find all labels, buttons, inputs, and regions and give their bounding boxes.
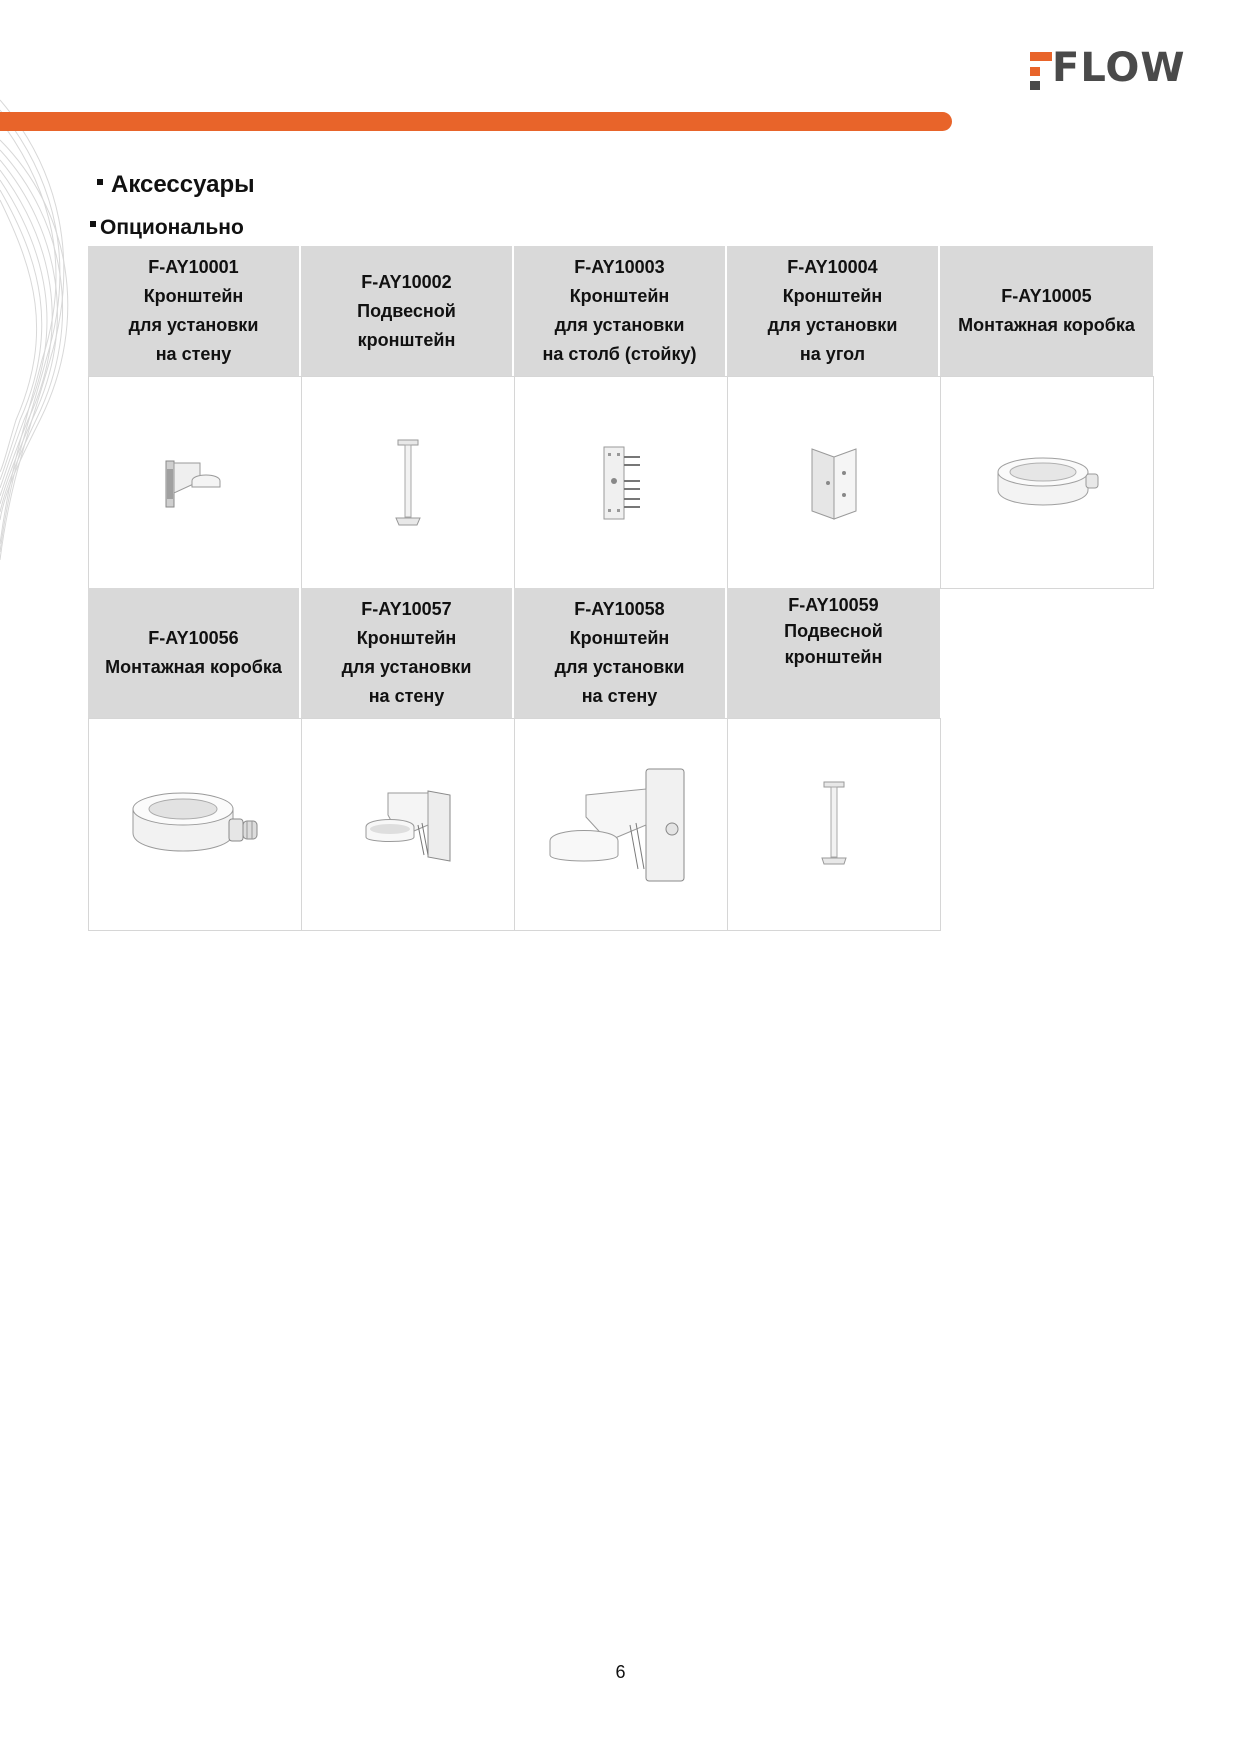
junction-box-gland-icon (125, 785, 265, 865)
accessory-desc-line: Монтажная коробка (958, 315, 1135, 335)
accessory-header (514, 588, 727, 718)
accessory-code: F-AY10059 (788, 595, 879, 615)
accessory-header (301, 246, 514, 376)
accessory-code: F-AY10001 (148, 257, 239, 277)
accessory-desc-line: для установки (554, 657, 685, 677)
decorative-swirl-icon (0, 60, 90, 620)
accessory-desc-line: для установки (341, 657, 472, 677)
logo-mark-icon (1030, 67, 1040, 76)
accessory-desc-line: на стену (581, 686, 658, 706)
header-accent-bar (0, 112, 952, 131)
pendant-mount-icon (388, 438, 428, 528)
wall-bracket-icon (160, 453, 230, 513)
accessory-desc-line: Кронштейн (569, 286, 670, 306)
accessory-image-cell (88, 376, 302, 589)
accessory-desc-line: Подвесной (784, 621, 883, 641)
section-title (97, 170, 255, 200)
wall-bracket-icon (358, 785, 458, 865)
accessory-desc-line: для установки (128, 315, 259, 335)
accessory-code: F-AY10056 (148, 628, 239, 648)
accessory-desc-line: для установки (554, 315, 685, 335)
accessory-desc-line: на стену (155, 344, 232, 364)
accessory-desc-line: Кронштейн (356, 628, 457, 648)
accessory-image-cell (940, 376, 1154, 589)
accessory-desc-line: Подвесной (357, 300, 456, 321)
accessory-code: F-AY10003 (574, 257, 665, 277)
accessory-desc-line: Кронштейн (569, 628, 670, 648)
accessory-header (88, 588, 301, 718)
accessory-code: F-AY10058 (574, 599, 665, 619)
wall-bracket-box-icon (546, 765, 696, 885)
accessory-desc-line: Монтажная коробка (105, 657, 282, 677)
logo-text: FLOW (1052, 45, 1186, 91)
flow-logo (1030, 45, 1186, 91)
section-title-text: Аксессуары (111, 171, 255, 198)
junction-box-icon (992, 448, 1102, 518)
accessory-desc-line: кронштейн (784, 647, 883, 667)
bullet-icon (90, 221, 96, 227)
accessory-desc-line: кронштейн (357, 329, 456, 350)
accessory-desc-line: для установки (767, 315, 898, 335)
accessory-header (88, 246, 301, 376)
accessory-desc-line: на столб (стойку) (542, 344, 697, 364)
accessory-desc-line: Кронштейн (143, 286, 244, 306)
logo-mark-icon (1030, 81, 1040, 90)
accessory-header (940, 246, 1153, 376)
accessory-image-cell (301, 376, 515, 589)
accessory-code: F-AY10057 (361, 599, 452, 619)
page-number: 6 (615, 1662, 626, 1682)
accessory-image-cell (514, 376, 728, 589)
accessory-header (727, 246, 940, 376)
accessory-image-cell (727, 718, 941, 931)
accessory-desc-line: на угол (799, 344, 866, 364)
accessory-header (727, 588, 940, 718)
accessory-image-cell (301, 718, 515, 931)
bullet-icon (97, 179, 103, 185)
accessory-desc-line: Кронштейн (782, 286, 883, 306)
subsection-title (90, 214, 244, 242)
accessory-header (514, 246, 727, 376)
accessory-image-cell (727, 376, 941, 589)
accessory-code: F-AY10004 (787, 257, 878, 277)
accessory-image-cell (88, 718, 302, 931)
subsection-title-text: Опционально (100, 216, 244, 239)
accessory-desc-line: на стену (368, 686, 445, 706)
pole-mount-icon (596, 443, 646, 523)
pendant-mount-icon (814, 780, 854, 870)
accessory-header (301, 588, 514, 718)
corner-mount-icon (806, 443, 862, 523)
accessory-code: F-AY10002 (361, 271, 452, 292)
logo-mark-icon (1030, 52, 1052, 61)
accessory-image-cell (514, 718, 728, 931)
accessory-code: F-AY10005 (1001, 286, 1092, 306)
